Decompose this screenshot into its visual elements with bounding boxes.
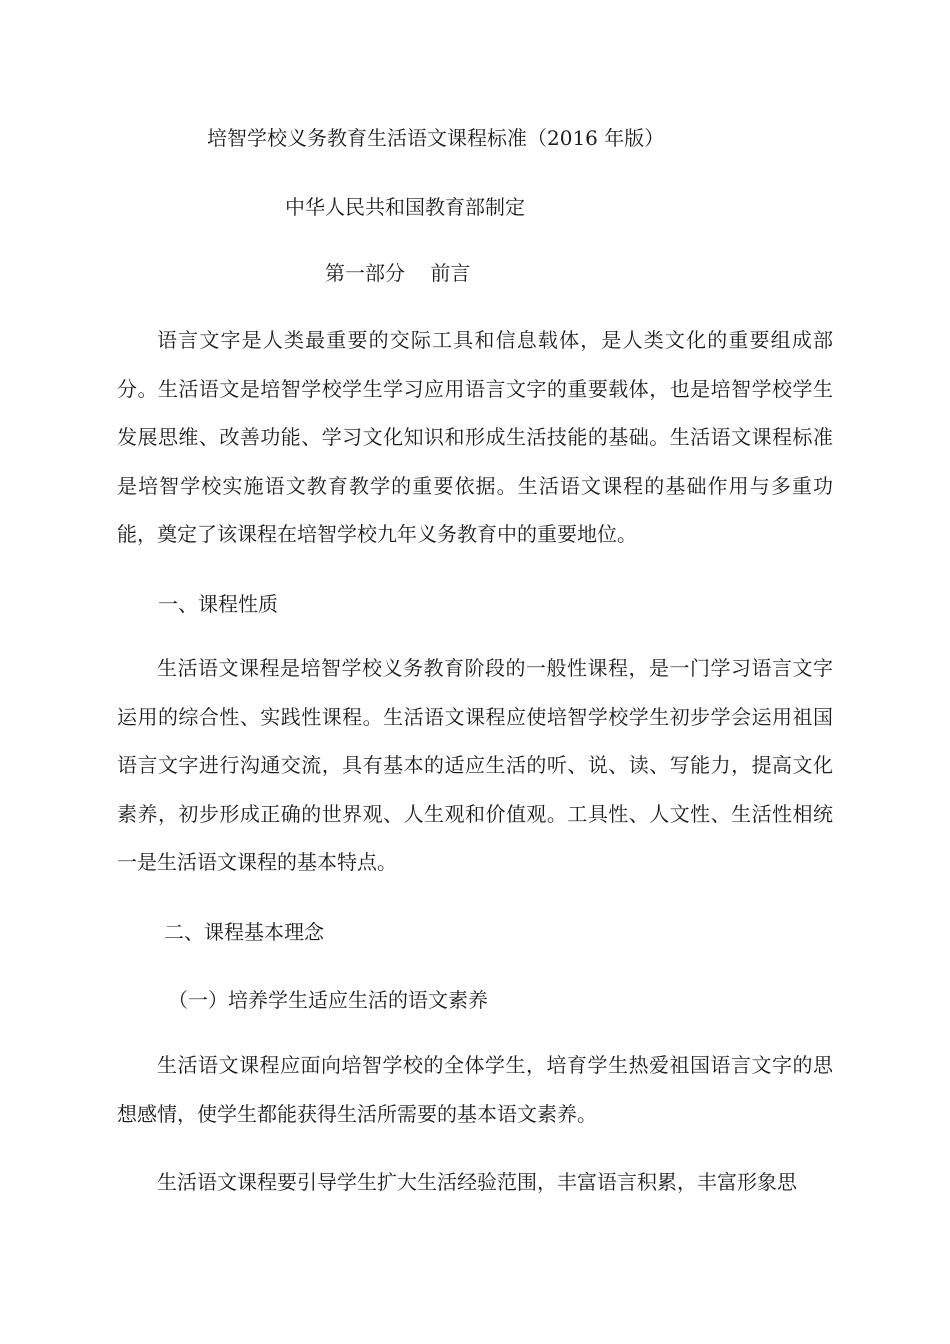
course-nature-paragraph: 生活语文课程是培智学校义务教育阶段的一般性课程，是一门学习语言文字运用的综合性、实践性课程。生活语文课程应使培智学校学生初步学会运用祖国语言文字进行沟通交流，具有基本的适应生活的听、说、读、写能力，提高文化素养，初步形成正确的世界观、人生观和价值观。工具性、人文性、生活性相统一是生活语文课程的基本特点。 [117,656,833,874]
intro-paragraph: 语言文字是人类最重要的交际工具和信息载体，是人类文化的重要组成部分。生活语文是培智学校学生学习应用语言文字的重要载体，也是培智学校学生发展思维、改善功能、学习文化知识和形成生活技能的基础。生活语文课程标准是培智学校实施语文教育教学的重要依据。生活语文课程的基础作用与多重功能，奠定了该课程在培智学校九年义务教育中的重要地位。 [117,328,833,546]
section-heading-basic-ideas: 二、课程基本理念 [164,920,324,944]
subsection-heading-1: （一）培养学生适应生活的语文素养 [168,988,488,1012]
subsection-1-paragraph-1: 生活语文课程应面向培智学校的全体学生，培育学生热爱祖国语言文字的思想感情，使学生都能获得生活所需要的基本语文素养。 [117,1053,833,1126]
section-heading-course-nature: 一、课程性质 [158,592,278,616]
subsection-1-paragraph-2: 生活语文课程要引导学生扩大生活经验范围，丰富语言积累，丰富形象思 [157,1170,797,1194]
document-title: 培智学校义务教育生活语文课程标准（2016 年版） [207,126,665,150]
document-issuer: 中华人民共和国教育部制定 [285,195,525,219]
part-heading: 第一部分 前言 [325,261,471,285]
